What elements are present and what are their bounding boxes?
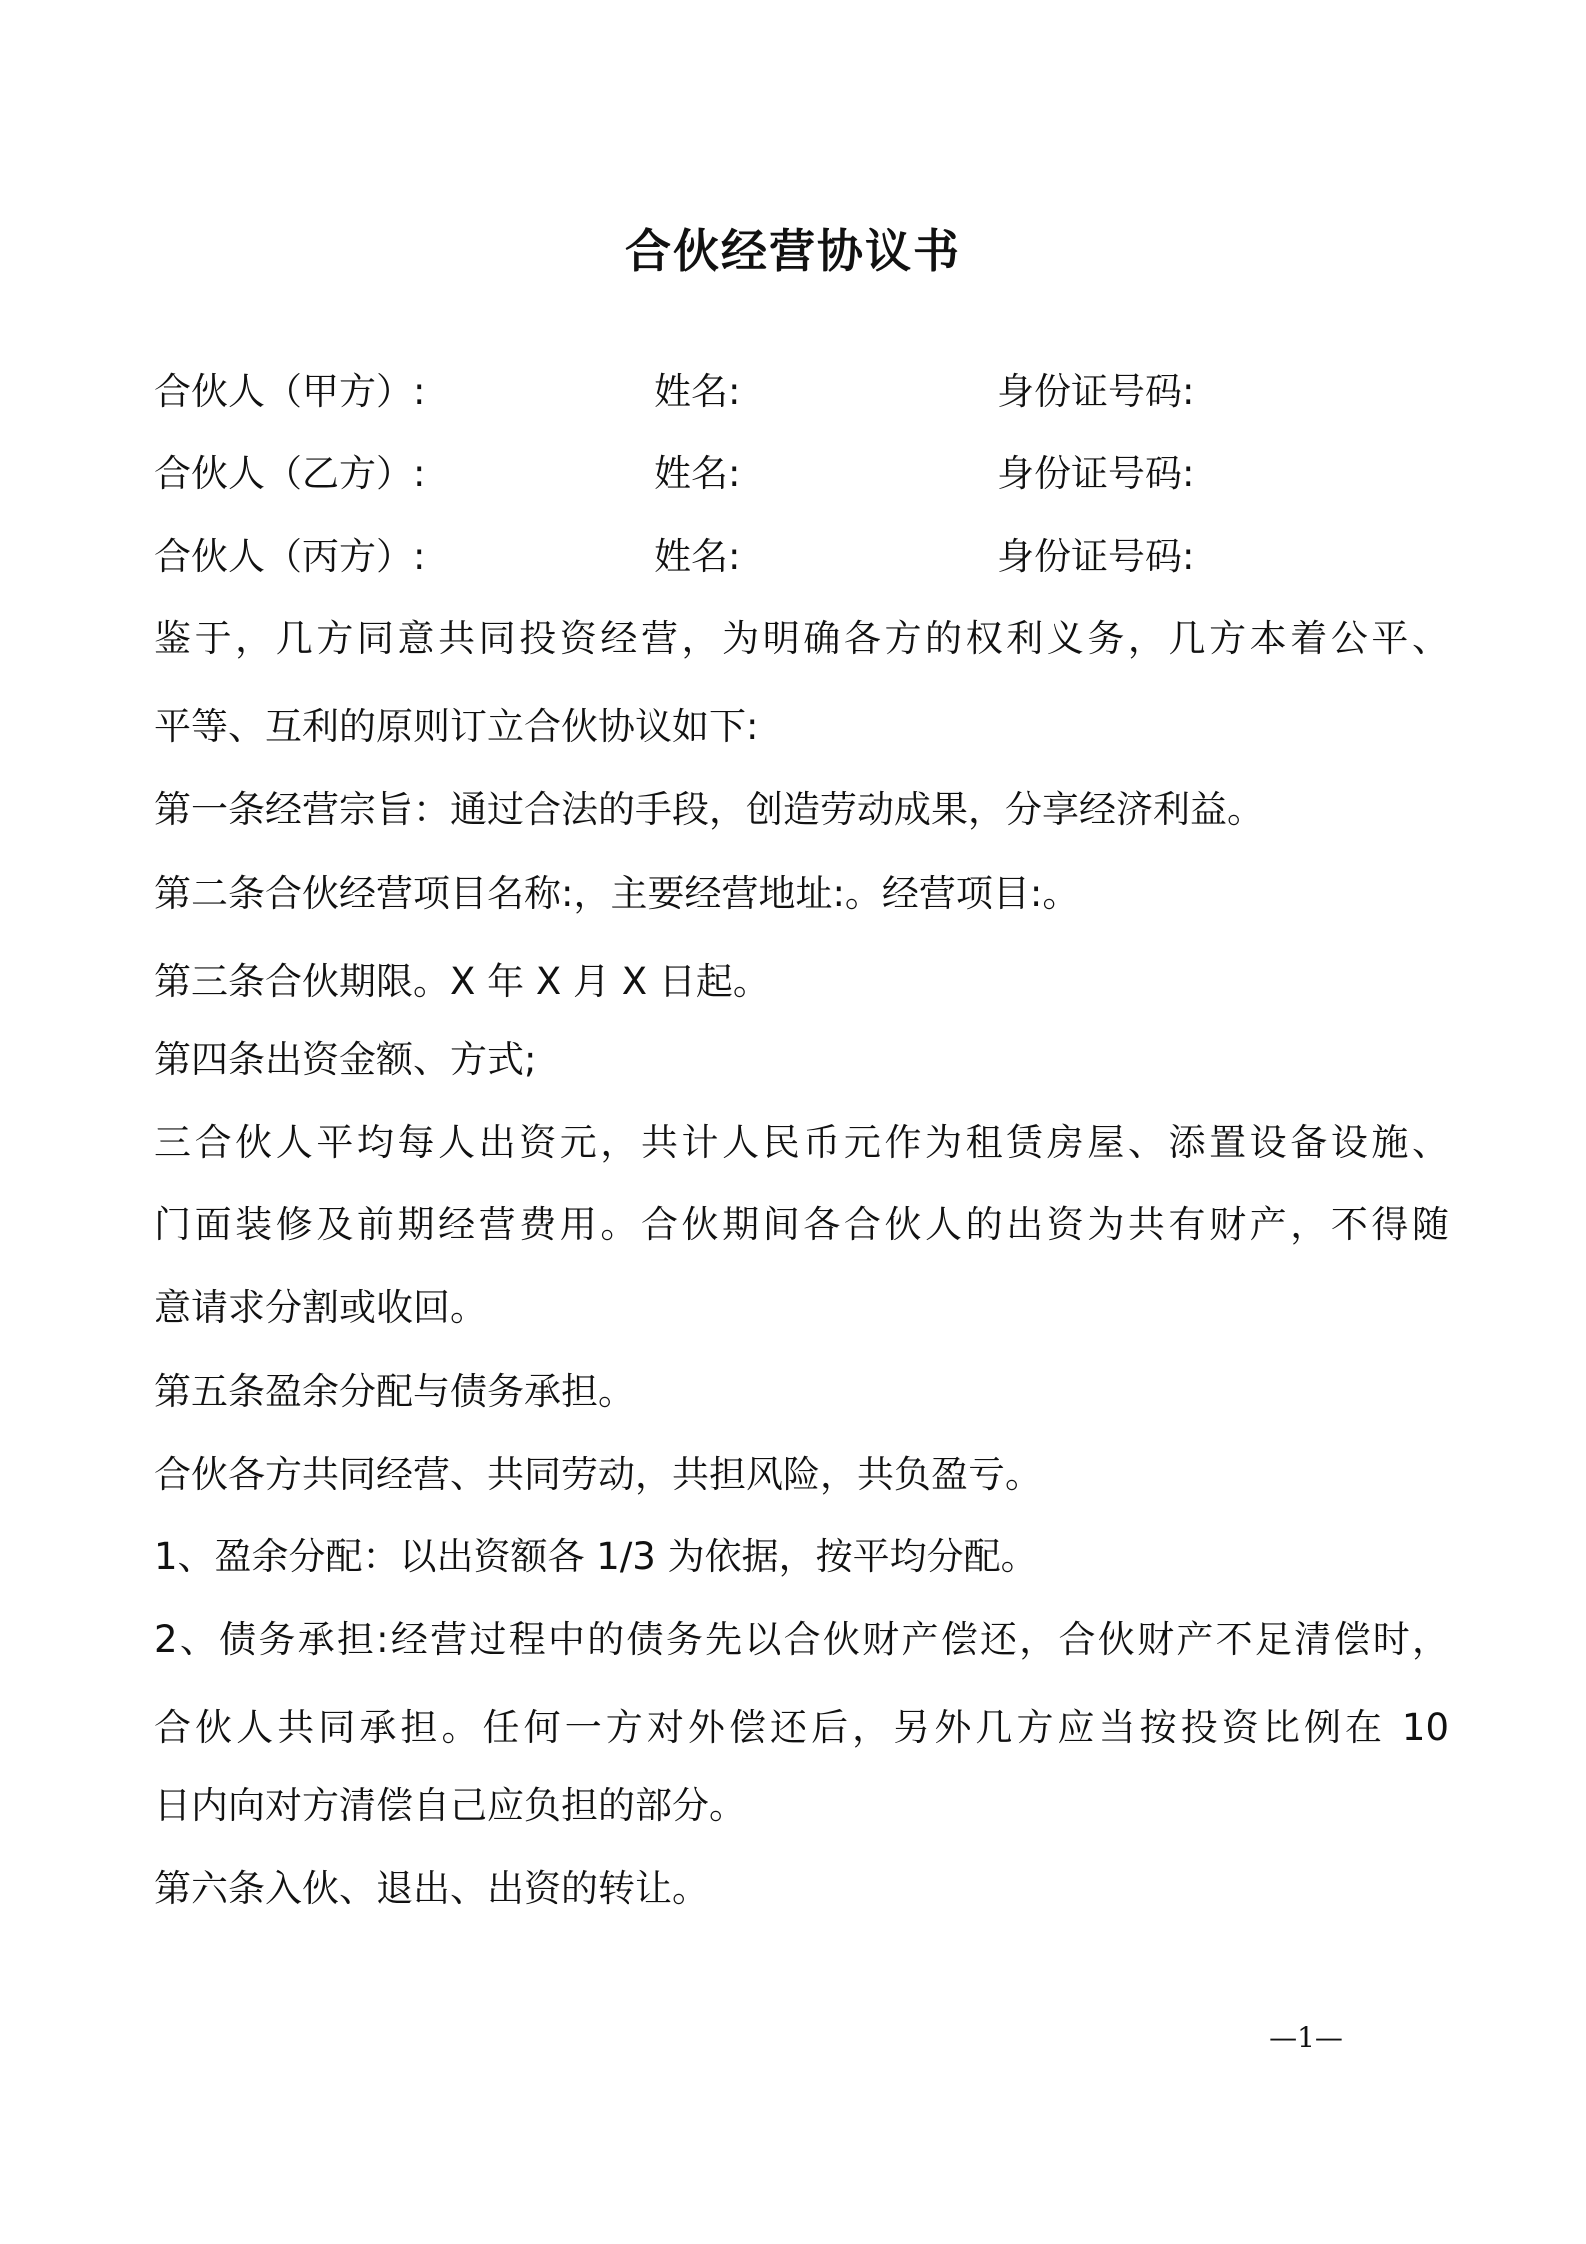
party-a-id-label: 身份证号码: — [997, 370, 1195, 413]
article-5-item-1: 1、盈余分配：以出资额各 1/3 为依据，按平均分配。 — [154, 1535, 1038, 1578]
article-3: 第三条合伙期限。X 年 X 月 X 日起。 — [154, 960, 770, 1003]
article-4-line-3: 意请求分割或收回。 — [154, 1286, 487, 1329]
party-b-name-label: 姓名: — [654, 452, 741, 495]
article-5-line-1: 合伙各方共同经营、共同劳动，共担风险，共负盈亏。 — [154, 1453, 1042, 1496]
preamble-line-2: 平等、互利的原则订立合伙协议如下: — [154, 705, 759, 748]
article-6-heading: 第六条入伙、退出、出资的转让。 — [154, 1867, 709, 1910]
article-5-heading: 第五条盈余分配与债务承担。 — [154, 1370, 635, 1413]
article-5-item-2-line-2: 合伙人共同承担。任何一方对外偿还后，另外几方应当按投资比例在 10 — [154, 1706, 1449, 1749]
party-a-label: 合伙人（甲方）: — [154, 370, 426, 413]
party-c-label: 合伙人（丙方）: — [154, 535, 426, 578]
party-b-id-label: 身份证号码: — [997, 452, 1195, 495]
party-row-c — [154, 535, 1449, 579]
article-2: 第二条合伙经营项目名称:，主要经营地址:。经营项目:。 — [154, 872, 1080, 915]
party-row-b — [154, 452, 1449, 496]
preamble-line-1: 鉴于，几方同意共同投资经营，为明确各方的权利义务，几方本着公平、 — [154, 617, 1449, 660]
page-number: —1— — [1269, 2021, 1343, 2054]
article-5-item-2-line-1: 2、债务承担:经营过程中的债务先以合伙财产偿还，合伙财产不足清偿时， — [154, 1618, 1449, 1661]
party-a-name-label: 姓名: — [654, 370, 741, 413]
party-row-a — [154, 370, 1449, 414]
party-c-name-label: 姓名: — [654, 535, 741, 578]
party-c-id-label: 身份证号码: — [997, 535, 1195, 578]
article-5-item-2-line-3: 日内向对方清偿自己应负担的部分。 — [154, 1784, 746, 1827]
article-4-line-2: 门面装修及前期经营费用。合伙期间各合伙人的出资为共有财产，不得随 — [154, 1203, 1449, 1246]
article-1: 第一条经营宗旨：通过合法的手段，创造劳动成果，分享经济利益。 — [154, 788, 1264, 831]
article-4-heading: 第四条出资金额、方式; — [154, 1038, 537, 1081]
document-title: 合伙经营协议书 — [625, 224, 961, 278]
party-b-label: 合伙人（乙方）: — [154, 452, 426, 495]
article-4-line-1: 三合伙人平均每人出资元，共计人民币元作为租赁房屋、添置设备设施、 — [154, 1121, 1449, 1164]
